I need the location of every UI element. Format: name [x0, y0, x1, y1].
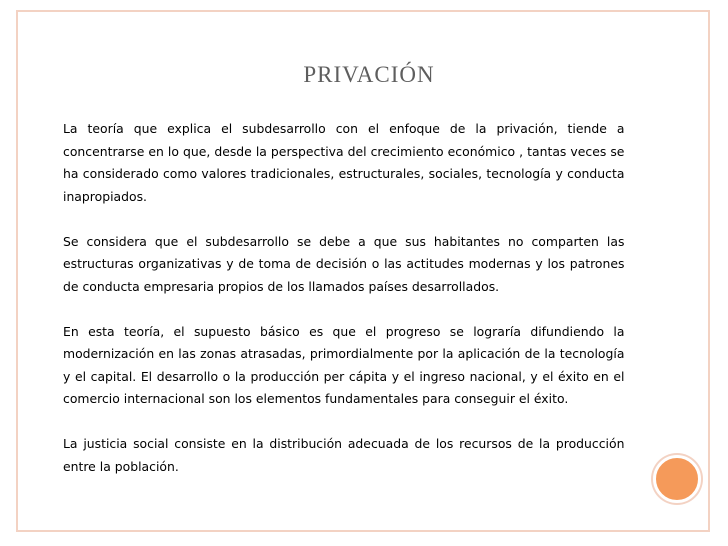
slide-body — [63, 118, 624, 478]
paragraph-4: La justicia social consiste en la distribución adecuada de los recursos de la producción entre la población. — [63, 436, 625, 474]
paragraph-1: La teoría que explica el subdesarrollo con el enfoque de la privación, tiende a concentrarse en lo que, desde la perspectiva del crecimiento económico , tantas veces se ha considerado como valores tradicionales, estructurales, sociales, tecnología y conducta inapropiados. — [63, 121, 625, 204]
paragraph-3: En esta teoría, el supuesto básico es que el progreso se lograría difundiendo la modernización en las zonas atrasadas, primordialmente por la aplicación de la tecnología y el capital. El desarrollo o la producción per cápita y el ingreso nacional, y el éxito en el comercio internacional son los elementos fundamentales para conseguir el éxito. — [63, 323, 625, 406]
paragraph-2: Se considera que el subdesarrollo se debe a que sus habitantes no comparten las estructuras organizativas y de toma de decisión o las actitudes modernas y los patrones de conducta empresaria propios de los llamados países desarrollados. — [63, 233, 625, 294]
decorative-circle — [653, 455, 701, 503]
slide-title: PRIVACIÓN — [303, 62, 435, 87]
